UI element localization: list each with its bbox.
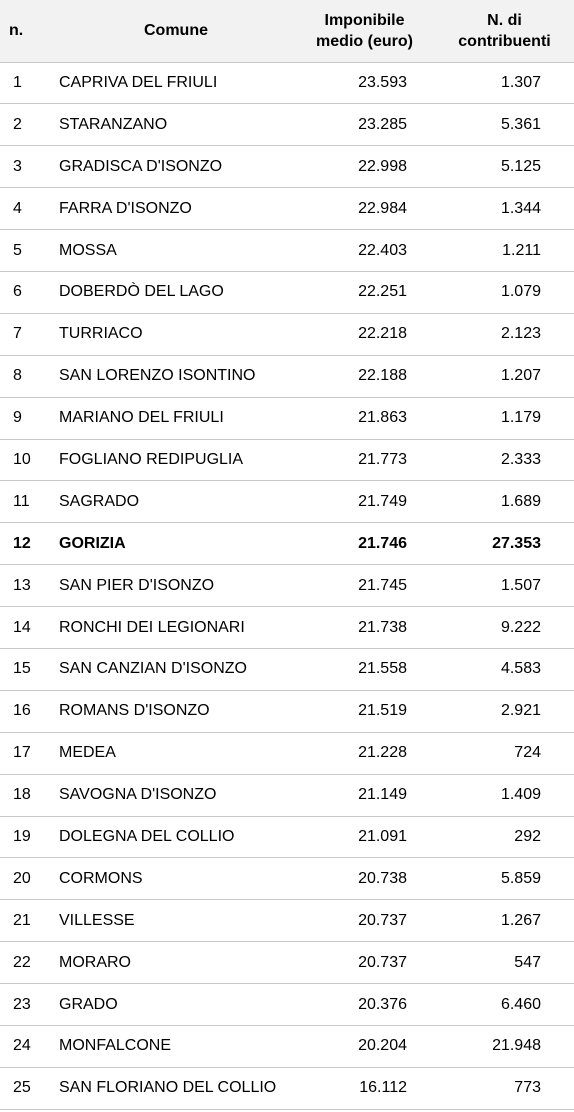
cell-contribuenti: 4.583 [500, 660, 541, 678]
cell-rank: 23 [13, 995, 31, 1013]
cell-comune: SAN FLORIANO DEL COLLIO [59, 1079, 277, 1097]
cell-imponibile: 21.738 [358, 618, 407, 636]
cell-contribuenti: 1.267 [500, 911, 541, 929]
table-row [0, 397, 574, 439]
cell-contribuenti: 9.222 [500, 618, 541, 636]
header-comune: Comune [144, 22, 208, 40]
header-contribuenti-line2: contribuenti [458, 32, 551, 50]
cell-contribuenti: 547 [514, 953, 541, 971]
cell-imponibile: 21.558 [358, 660, 407, 678]
cell-imponibile: 21.746 [358, 534, 407, 552]
cell-contribuenti: 2.123 [500, 325, 541, 343]
table-row [0, 271, 574, 313]
table-row [0, 104, 574, 146]
cell-rank: 17 [13, 744, 31, 762]
cell-rank: 16 [13, 702, 31, 720]
cell-imponibile: 22.403 [358, 241, 407, 259]
cell-imponibile: 21.745 [358, 576, 407, 594]
cell-contribuenti: 1.409 [500, 786, 541, 804]
cell-comune: SAGRADO [59, 492, 140, 510]
cell-imponibile: 16.112 [359, 1079, 407, 1097]
cell-contribuenti: 1.689 [500, 492, 541, 510]
table-row [0, 648, 574, 690]
cell-rank: 21 [13, 911, 31, 929]
cell-rank: 9 [13, 409, 22, 427]
cell-rank: 24 [13, 1037, 31, 1055]
cell-comune: RONCHI DEI LEGIONARI [59, 618, 245, 636]
cell-imponibile: 22.251 [358, 283, 407, 301]
cell-rank: 18 [13, 786, 31, 804]
table-row [0, 230, 574, 272]
table-row [0, 774, 574, 816]
header-imponibile [294, 0, 435, 62]
table-row [0, 481, 574, 523]
cell-rank: 22 [13, 953, 31, 971]
cell-rank: 14 [13, 618, 31, 636]
table-row [0, 565, 574, 607]
cell-rank: 12 [13, 534, 31, 552]
table-row [0, 1067, 574, 1109]
cell-imponibile: 22.188 [358, 367, 407, 385]
cell-contribuenti: 27.353 [492, 534, 541, 552]
cell-contribuenti: 724 [514, 744, 541, 762]
cell-comune: SAN PIER D'ISONZO [59, 576, 215, 594]
cell-rank: 8 [13, 367, 22, 385]
table-row [0, 732, 574, 774]
cell-comune: GORIZIA [59, 534, 126, 552]
cell-imponibile: 22.218 [358, 325, 407, 343]
cell-imponibile: 20.737 [358, 953, 407, 971]
table-row [0, 1025, 574, 1067]
table-header [0, 0, 574, 62]
cell-imponibile: 21.749 [358, 492, 407, 510]
table-row [0, 439, 574, 481]
cell-imponibile: 23.593 [358, 73, 407, 91]
cell-rank: 25 [13, 1079, 31, 1097]
cell-contribuenti: 2.921 [500, 702, 541, 720]
table-row [0, 62, 574, 104]
cell-comune: FARRA D'ISONZO [59, 199, 192, 217]
cell-comune: MARIANO DEL FRIULI [59, 409, 224, 427]
header-contribuenti [435, 0, 574, 62]
table-row [0, 523, 574, 565]
cell-rank: 3 [13, 157, 22, 175]
cell-comune: DOLEGNA DEL COLLIO [59, 827, 235, 845]
cell-comune: SAVOGNA D'ISONZO [59, 786, 217, 804]
table-row [0, 188, 574, 230]
table-row [0, 146, 574, 188]
cell-imponibile: 20.376 [358, 995, 407, 1013]
cell-contribuenti: 1.079 [500, 283, 541, 301]
header-imponibile-line2: medio (euro) [316, 32, 413, 50]
cell-comune: TURRIACO [59, 325, 143, 343]
cell-comune: DOBERDÒ DEL LAGO [59, 283, 224, 301]
cell-imponibile: 22.998 [358, 157, 407, 175]
table-row [0, 607, 574, 649]
cell-comune: ROMANS D'ISONZO [59, 702, 210, 720]
table-row [0, 355, 574, 397]
cell-contribuenti: 21.948 [492, 1037, 541, 1055]
cell-imponibile: 23.285 [358, 115, 407, 133]
cell-imponibile: 22.984 [358, 199, 407, 217]
cell-imponibile: 20.204 [358, 1037, 407, 1055]
cell-comune: FOGLIANO REDIPUGLIA [59, 450, 244, 468]
cell-rank: 4 [13, 199, 22, 217]
cell-imponibile: 21.863 [358, 409, 407, 427]
cell-comune: VILLESSE [59, 911, 135, 929]
cell-rank: 5 [13, 241, 22, 259]
cell-imponibile: 21.228 [358, 744, 407, 762]
cell-imponibile: 21.519 [358, 702, 407, 720]
table-row [0, 900, 574, 942]
header-imponibile-line1: Imponibile [324, 11, 405, 29]
cell-imponibile: 20.738 [358, 869, 407, 887]
table-row [0, 942, 574, 984]
cell-rank: 20 [13, 869, 31, 887]
cell-rank: 10 [13, 450, 31, 468]
cell-rank: 15 [13, 660, 31, 678]
cell-contribuenti: 773 [514, 1079, 541, 1097]
cell-contribuenti: 5.859 [500, 869, 541, 887]
cell-comune: STARANZANO [59, 115, 168, 133]
header-contribuenti-line1: N. di [487, 11, 522, 29]
header-n: n. [9, 22, 24, 40]
table-row [0, 858, 574, 900]
cell-comune: SAN CANZIAN D'ISONZO [59, 660, 247, 678]
cell-contribuenti: 2.333 [500, 450, 541, 468]
cell-comune: MORARO [59, 953, 131, 971]
cell-rank: 2 [13, 115, 22, 133]
cell-imponibile: 21.773 [358, 450, 407, 468]
table-row [0, 313, 574, 355]
table-row [0, 984, 574, 1026]
cell-contribuenti: 5.125 [500, 157, 541, 175]
cell-contribuenti: 6.460 [500, 995, 541, 1013]
cell-imponibile: 21.091 [358, 827, 407, 845]
cell-comune: SAN LORENZO ISONTINO [59, 367, 256, 385]
cell-contribuenti: 1.307 [500, 73, 541, 91]
cell-comune: MOSSA [59, 241, 117, 259]
table-row [0, 690, 574, 732]
cell-contribuenti: 1.344 [500, 199, 541, 217]
cell-comune: CAPRIVA DEL FRIULI [59, 73, 218, 91]
cell-contribuenti: 1.207 [500, 367, 541, 385]
table-body [0, 62, 574, 1109]
cell-comune: GRADO [59, 995, 118, 1013]
cell-comune: MEDEA [59, 744, 116, 762]
cell-rank: 6 [13, 283, 22, 301]
cell-contribuenti: 5.361 [500, 115, 541, 133]
cell-imponibile: 21.149 [358, 786, 407, 804]
cell-contribuenti: 1.211 [502, 241, 541, 259]
cell-comune: CORMONS [59, 869, 143, 887]
cell-contribuenti: 1.507 [500, 576, 541, 594]
table-row [0, 816, 574, 858]
cell-comune: GRADISCA D'ISONZO [59, 157, 223, 175]
cell-imponibile: 20.737 [358, 911, 407, 929]
cell-rank: 7 [13, 325, 22, 343]
cell-rank: 1 [13, 73, 22, 91]
cell-contribuenti: 292 [514, 827, 541, 845]
cell-rank: 11 [13, 492, 30, 510]
cell-contribuenti: 1.179 [500, 409, 541, 427]
cell-rank: 13 [13, 576, 31, 594]
cell-rank: 19 [13, 827, 31, 845]
header-row [0, 0, 574, 62]
cell-comune: MONFALCONE [59, 1037, 172, 1055]
